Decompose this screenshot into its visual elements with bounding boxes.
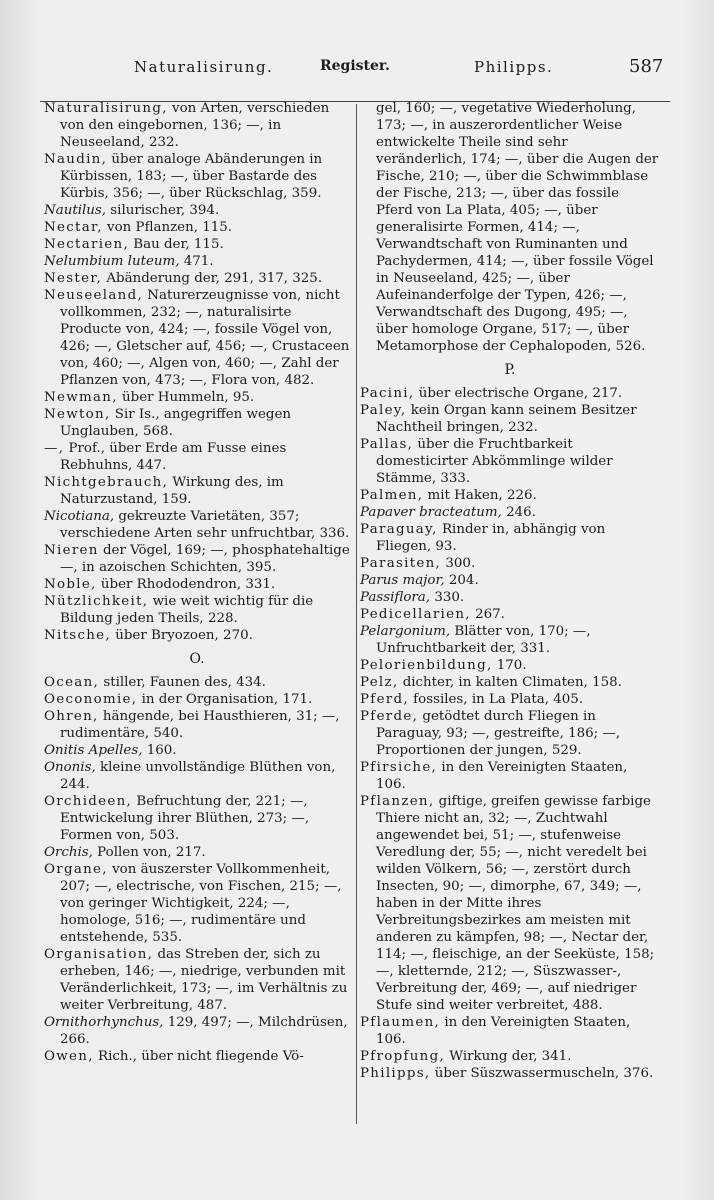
entry-text: 246. [501,505,536,520]
entry-headword: Nelumbium luteum, [44,254,180,269]
index-entry [44,691,350,708]
entry-text: kleine unvollständige Blüthen von, 244. [60,760,336,792]
entry-headword: Nützlichkeit, [44,594,149,609]
index-entry [44,576,350,593]
entry-text: gekreuzte Varietäten, 357; verschiedene Arten sehr unfruchtbar, 336. [60,509,350,541]
index-entry [44,236,350,253]
index-entry [360,385,660,402]
entry-text: Rinder in, abhängig von Fliegen, 93. [376,522,606,554]
entry-headword: Oeconomie, [44,692,138,707]
index-entry [360,555,660,572]
entry-headword: —, [44,441,65,456]
entry-headword: Naudin, [44,152,108,167]
entry-text: dichter, in kalten Climaten, 158. [398,675,622,690]
index-entry [44,389,350,406]
index-entry [44,861,350,946]
entry-text: Wirkung der, 341. [445,1049,572,1064]
index-entry [44,742,350,759]
index-entry [360,674,660,691]
index-entry [360,504,660,521]
entry-text: fossiles, in La Plata, 405. [408,692,584,707]
index-entry [44,219,350,236]
entry-headword: Nester, [44,271,103,286]
index-column-left [44,100,350,1065]
entry-text: 160. [142,743,177,758]
index-entry [44,759,350,793]
entry-text: Abänderung der, 291, 317, 325. [102,271,323,286]
entry-headword: Pfirsiche, [360,760,438,775]
entry-text: Rich., über nicht fliegende Vö- [93,1049,304,1064]
index-column-right [360,100,660,1082]
index-entry [44,287,350,389]
index-entry [360,402,660,436]
entry-text: silurischer, 394. [106,203,220,218]
entry-headword: Nectarien, [44,237,129,252]
entry-headword: Pelargonium, [360,624,451,639]
entry-text: in den Vereinigten Staaten, 106. [376,760,628,792]
index-entry [360,1048,660,1065]
entry-headword: Organe, [44,862,108,877]
index-entry [44,946,350,1014]
entry-headword: Newman, [44,390,118,405]
entry-headword: Philipps, [360,1066,431,1081]
entry-headword: Paley, [360,403,407,418]
entry-text: Befruchtung der, 221; —, Entwickelung ihrer Blüthen, 273; —, Formen von, 503. [60,794,310,843]
entry-headword: Noble, [44,577,97,592]
entry-text: wie weit wichtig für die Bildung jeden Theils, 228. [60,594,314,626]
entry-headword: Pelz, [360,675,399,690]
index-entry [44,202,350,219]
entry-text: 204. [444,573,479,588]
entry-text: das Streben der, sich zu erheben, 146; —, niedrige, verbunden mit Veränderlichkeit, 173; —, im Verhältnis zu weiter Verbreitung, 487. [60,947,348,1013]
entry-headword: Nichtgebrauch, [44,475,169,490]
entry-headword: Pedicellarien, [360,607,471,622]
entry-text: stiller, Faunen des, 434. [99,675,266,690]
entry-text: 129, 497; —, Milchdrüsen, 266. [60,1015,348,1047]
entry-text: von Pflanzen, 115. [102,220,233,235]
running-head-center: Register. [320,58,390,74]
index-entry [360,657,660,674]
entry-text: über die Fruchtbarkeit domesticirter Abkömmlinge wilder Stämme, 333. [376,437,613,486]
entry-text: 267. [470,607,505,622]
entry-headword: Ohren, [44,709,99,724]
entry-headword: Pacini, [360,386,415,401]
running-head-right: Philipps. [474,58,554,76]
index-entry [44,844,350,861]
index-entry [44,406,350,440]
entry-text: von Arten, verschieden von den eingebornen, 136; —, in Neuseeland, 232. [60,101,330,150]
entry-headword: Nieren [44,543,99,558]
entry-text: hängende, bei Hausthieren, 31; —, rudimentäre, 540. [60,709,340,741]
index-entry [44,593,350,627]
index-entry [360,1065,660,1082]
entry-text: in den Vereinigten Staaten, 106. [376,1015,631,1047]
index-entry-continuation: gel, 160; —, vegetative Wiederholung, 173; —, in auszerordentlicher Weise entwickelte Theile sind sehr veränderlich, 174; —, über die Augen der Fische, 210; —, über die Schwimmblase der Fische, 213; —, über das fossile Pferd von La Plata, 405; —, über generalisirte Formen, 414; —, Verwandtschaft von Ruminanten und Pachydermen, 414; —, über fossile Vögel in Neuseeland, 425; —, über Aufeinanderfolge der Typen, 426; —, Verwandtschaft des Dugong, 495; —, über homologe Organe, 517; —, über Metamorphose der Cephalopoden, 526. [376,101,659,354]
index-entry [44,1048,350,1065]
entry-headword: Nautilus, [44,203,107,218]
entry-headword: Pfropfung, [360,1049,446,1064]
index-entry [360,623,660,657]
entry-headword: Nicotiana, [44,509,115,524]
index-entry [44,151,350,202]
column-divider [356,104,357,1124]
entry-text: über analoge Abänderungen in Kürbissen, 183; —, über Bastarde des Kürbis, 356; —, über Rückschlag, 359. [60,152,323,201]
entry-headword: Pflaumen, [360,1015,441,1030]
entry-headword: Nitsche, [44,628,111,643]
index-entry [44,542,350,576]
entry-headword: Neuseeland, [44,288,144,303]
entry-text: in der Organisation, 171. [137,692,313,707]
entry-headword: Orchideen, [44,794,133,809]
index-entry [360,572,660,589]
entry-headword: Orchis, [44,845,93,860]
entry-text: Sir Is., angegriffen wegen Unglauben, 568. [60,407,292,439]
entry-headword: Paraguay, [360,522,438,537]
entry-headword: Newton, [44,407,111,422]
index-entry [44,627,350,644]
index-entry [44,270,350,287]
entry-text: über Hummeln, 95. [117,390,255,405]
entry-text: Pollen von, 217. [92,845,206,860]
entry-headword: Passiflora, [360,590,431,605]
index-entry [360,436,660,487]
entry-headword: Pflanzen, [360,794,435,809]
index-entry [360,521,660,555]
index-entry [360,487,660,504]
entry-text: Bau der, 115. [129,237,224,252]
entry-headword: Palmen, [360,488,424,503]
entry-headword: Organisation, [44,947,154,962]
index-entry [44,440,350,474]
section-letter: P. [504,362,516,378]
index-entry [360,759,660,793]
entry-text: über Süszwassermuscheln, 376. [430,1066,654,1081]
entry-headword: Ononis, [44,760,96,775]
running-head-left: Naturalisirung. [134,58,274,76]
entry-text: über electrische Organe, 217. [414,386,623,401]
entry-text: von äuszerster Vollkommenheit, 207; —, electrische, von Fischen, 215; —, von geringer Wichtigkeit, 224; —, homologe, 516; —, rudimentäre und entstehende, 535. [60,862,342,945]
entry-headword: Ornithorhynchus, [44,1015,164,1030]
entry-text: 330. [430,590,465,605]
index-entry [44,708,350,742]
index-entry [44,674,350,691]
running-head [0,58,714,88]
index-entry [360,793,660,1014]
index-entry [44,793,350,844]
entry-text: 300. [441,556,476,571]
entry-text: giftige, greifen gewisse farbige Thiere nicht an, 32; —, Zuchtwahl angewendet bei, 51; —, stufenweise Veredlung der, 55; —, nicht veredelt bei wilden Völkern, 56; —, zerstört durch Insecten, 90; —, dimorphe, 67, 349; —, haben in der Mitte ihres Verbreitungsbezirkes am meisten mit anderen zu kämpfen, 98; —, Nectar der, 114; —, fleischige, an der Seeküste, 158; —, kletternde, 212; —, Süszwasser-, Verbreitung der, 469; —, auf niedriger Stufe sind weiter verbreitet, 488. [376,794,655,1013]
entry-text: getödtet durch Fliegen in Paraguay, 93; —, gestreifte, 186; —, Proportionen der jungen, 529. [376,709,621,758]
entry-headword: Owen, [44,1049,94,1064]
entry-headword: Pferd, [360,692,409,707]
index-entry [44,474,350,508]
entry-headword: Onitis Apelles, [44,743,143,758]
entry-headword: Naturalisirung, [44,101,168,116]
entry-headword: Pallas, [360,437,414,452]
entry-text: Blätter von, 170; —, Unfruchtbarkeit der, 331. [376,624,591,656]
page-number: 587 [629,56,664,77]
index-entry [44,100,350,151]
entry-text: der Vögel, 169; —, phosphatehaltige —, in azoischen Schichten, 395. [60,543,350,575]
entry-text: kein Organ kann seinem Besitzer Nachtheil bringen, 232. [376,403,637,435]
entry-text: Wirkung des, im Naturzustand, 159. [60,475,284,507]
entry-headword: Ocean, [44,675,100,690]
entry-headword: Pferde, [360,709,419,724]
entry-text: über Rhododendron, 331. [96,577,276,592]
entry-text: Naturerzeugnisse von, nicht vollkommen, 232; —, naturalisirte Producte von, 424; —, fossile Vögel von, 426; —, Gletscher auf, 456; —, Crustaceen von, 460; —, Algen von, 460; —, Zahl der Pflanzen von, 473; —, Flora von, 482. [60,288,350,388]
entry-headword: Parus major, [360,573,445,588]
index-entry [360,1014,660,1048]
index-entry [360,606,660,623]
index-entry [360,589,660,606]
index-entry [360,691,660,708]
entry-text: mit Haken, 226. [423,488,537,503]
entry-text: 170. [492,658,527,673]
index-entry [44,1014,350,1048]
entry-text: 471. [179,254,214,269]
entry-headword: Papaver bracteatum, [360,505,502,520]
entry-headword: Parasiten, [360,556,442,571]
entry-text: über Bryozoen, 270. [110,628,253,643]
index-entry [44,253,350,270]
entry-headword: Pelorienbildung, [360,658,493,673]
entry-text: Prof., über Erde am Fusse eines Rebhuhns, 447. [60,441,287,473]
entry-headword: Nectar, [44,220,103,235]
index-entry [360,708,660,759]
section-letter: O. [189,651,205,667]
index-entry [44,508,350,542]
